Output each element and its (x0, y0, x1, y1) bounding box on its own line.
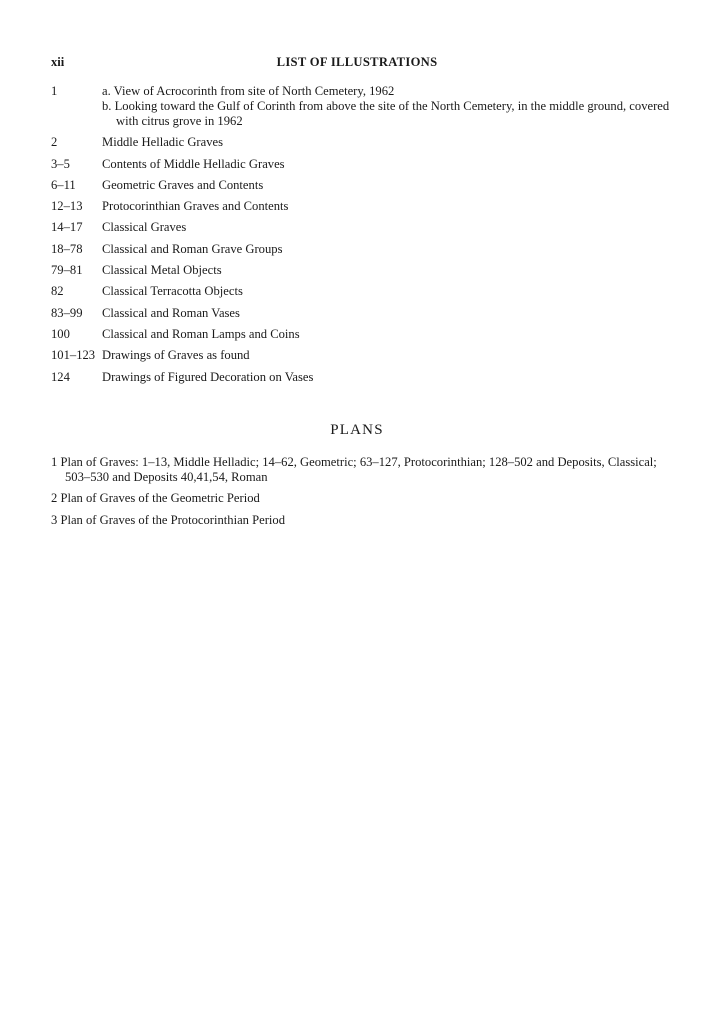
list-item (51, 370, 671, 385)
list-item (51, 199, 671, 214)
list-item (51, 263, 671, 278)
running-header (51, 55, 663, 71)
plate-caption: Drawings of Figured Decoration on Vases (102, 369, 314, 384)
plate-caption: Classical Metal Objects (102, 263, 222, 278)
plate-caption: a. View of Acrocorinth from site of North Cemetery, 1962 (102, 84, 395, 98)
plan-item: 3 Plan of Graves of the Protocorinthian Period (51, 512, 285, 527)
plate-caption: Middle Helladic Graves (102, 135, 223, 150)
plate-caption: Contents of Middle Helladic Graves (102, 156, 285, 171)
illustrations-list (51, 84, 671, 391)
plate-caption: Classical Graves (102, 220, 187, 235)
plate-number: 79–81 (51, 263, 83, 278)
list-item (51, 284, 671, 299)
plans-heading: PLANS (330, 422, 384, 438)
list-item (51, 327, 671, 342)
plate-caption: Classical and Roman Vases (102, 305, 240, 320)
plate-caption: Classical and Roman Grave Groups (102, 241, 283, 256)
plate-caption: Drawings of Graves as found (102, 348, 250, 363)
plate-caption: b. Looking toward the Gulf of Corinth from above the site of the North Cemetery, in the middle ground, covered with citrus grove in 1962 (102, 99, 670, 128)
plate-number: 100 (51, 326, 70, 341)
list-item (51, 157, 671, 172)
list-item (51, 84, 671, 129)
list-item (51, 135, 671, 150)
list-item (51, 306, 671, 321)
plate-number: 6–11 (51, 177, 76, 192)
plan-item: 1 Plan of Graves: 1–13, Middle Helladic; 14–62, Geometric; 63–127, Protocorinthian; 128–502 and Deposits, Classical; 503–530 and Deposits 40,41,54, Roman (51, 455, 657, 484)
plate-number: 101–123 (51, 348, 96, 363)
plate-number: 2 (51, 135, 58, 150)
plate-number: 124 (51, 369, 70, 384)
list-item (51, 220, 671, 235)
list-item (51, 348, 671, 363)
plate-number: 82 (51, 284, 64, 299)
plate-caption: Geometric Graves and Contents (102, 177, 264, 192)
plate-number: 14–17 (51, 220, 83, 235)
plate-number: 18–78 (51, 241, 83, 256)
plans-list (51, 455, 671, 534)
list-item (51, 178, 671, 193)
plate-caption: Classical and Roman Lamps and Coins (102, 326, 300, 341)
list-item (51, 242, 671, 257)
running-title: LIST OF ILLUSTRATIONS (276, 55, 438, 69)
page-number: xii (51, 55, 65, 69)
plate-number: 3–5 (51, 156, 70, 171)
plate-number: 1 (51, 84, 58, 98)
plate-number: 83–99 (51, 305, 83, 320)
plate-caption: Classical Terracotta Objects (102, 284, 243, 299)
plate-number: 12–13 (51, 199, 83, 214)
plan-item: 2 Plan of Graves of the Geometric Period (51, 491, 260, 506)
plate-caption: Protocorinthian Graves and Contents (102, 199, 289, 214)
